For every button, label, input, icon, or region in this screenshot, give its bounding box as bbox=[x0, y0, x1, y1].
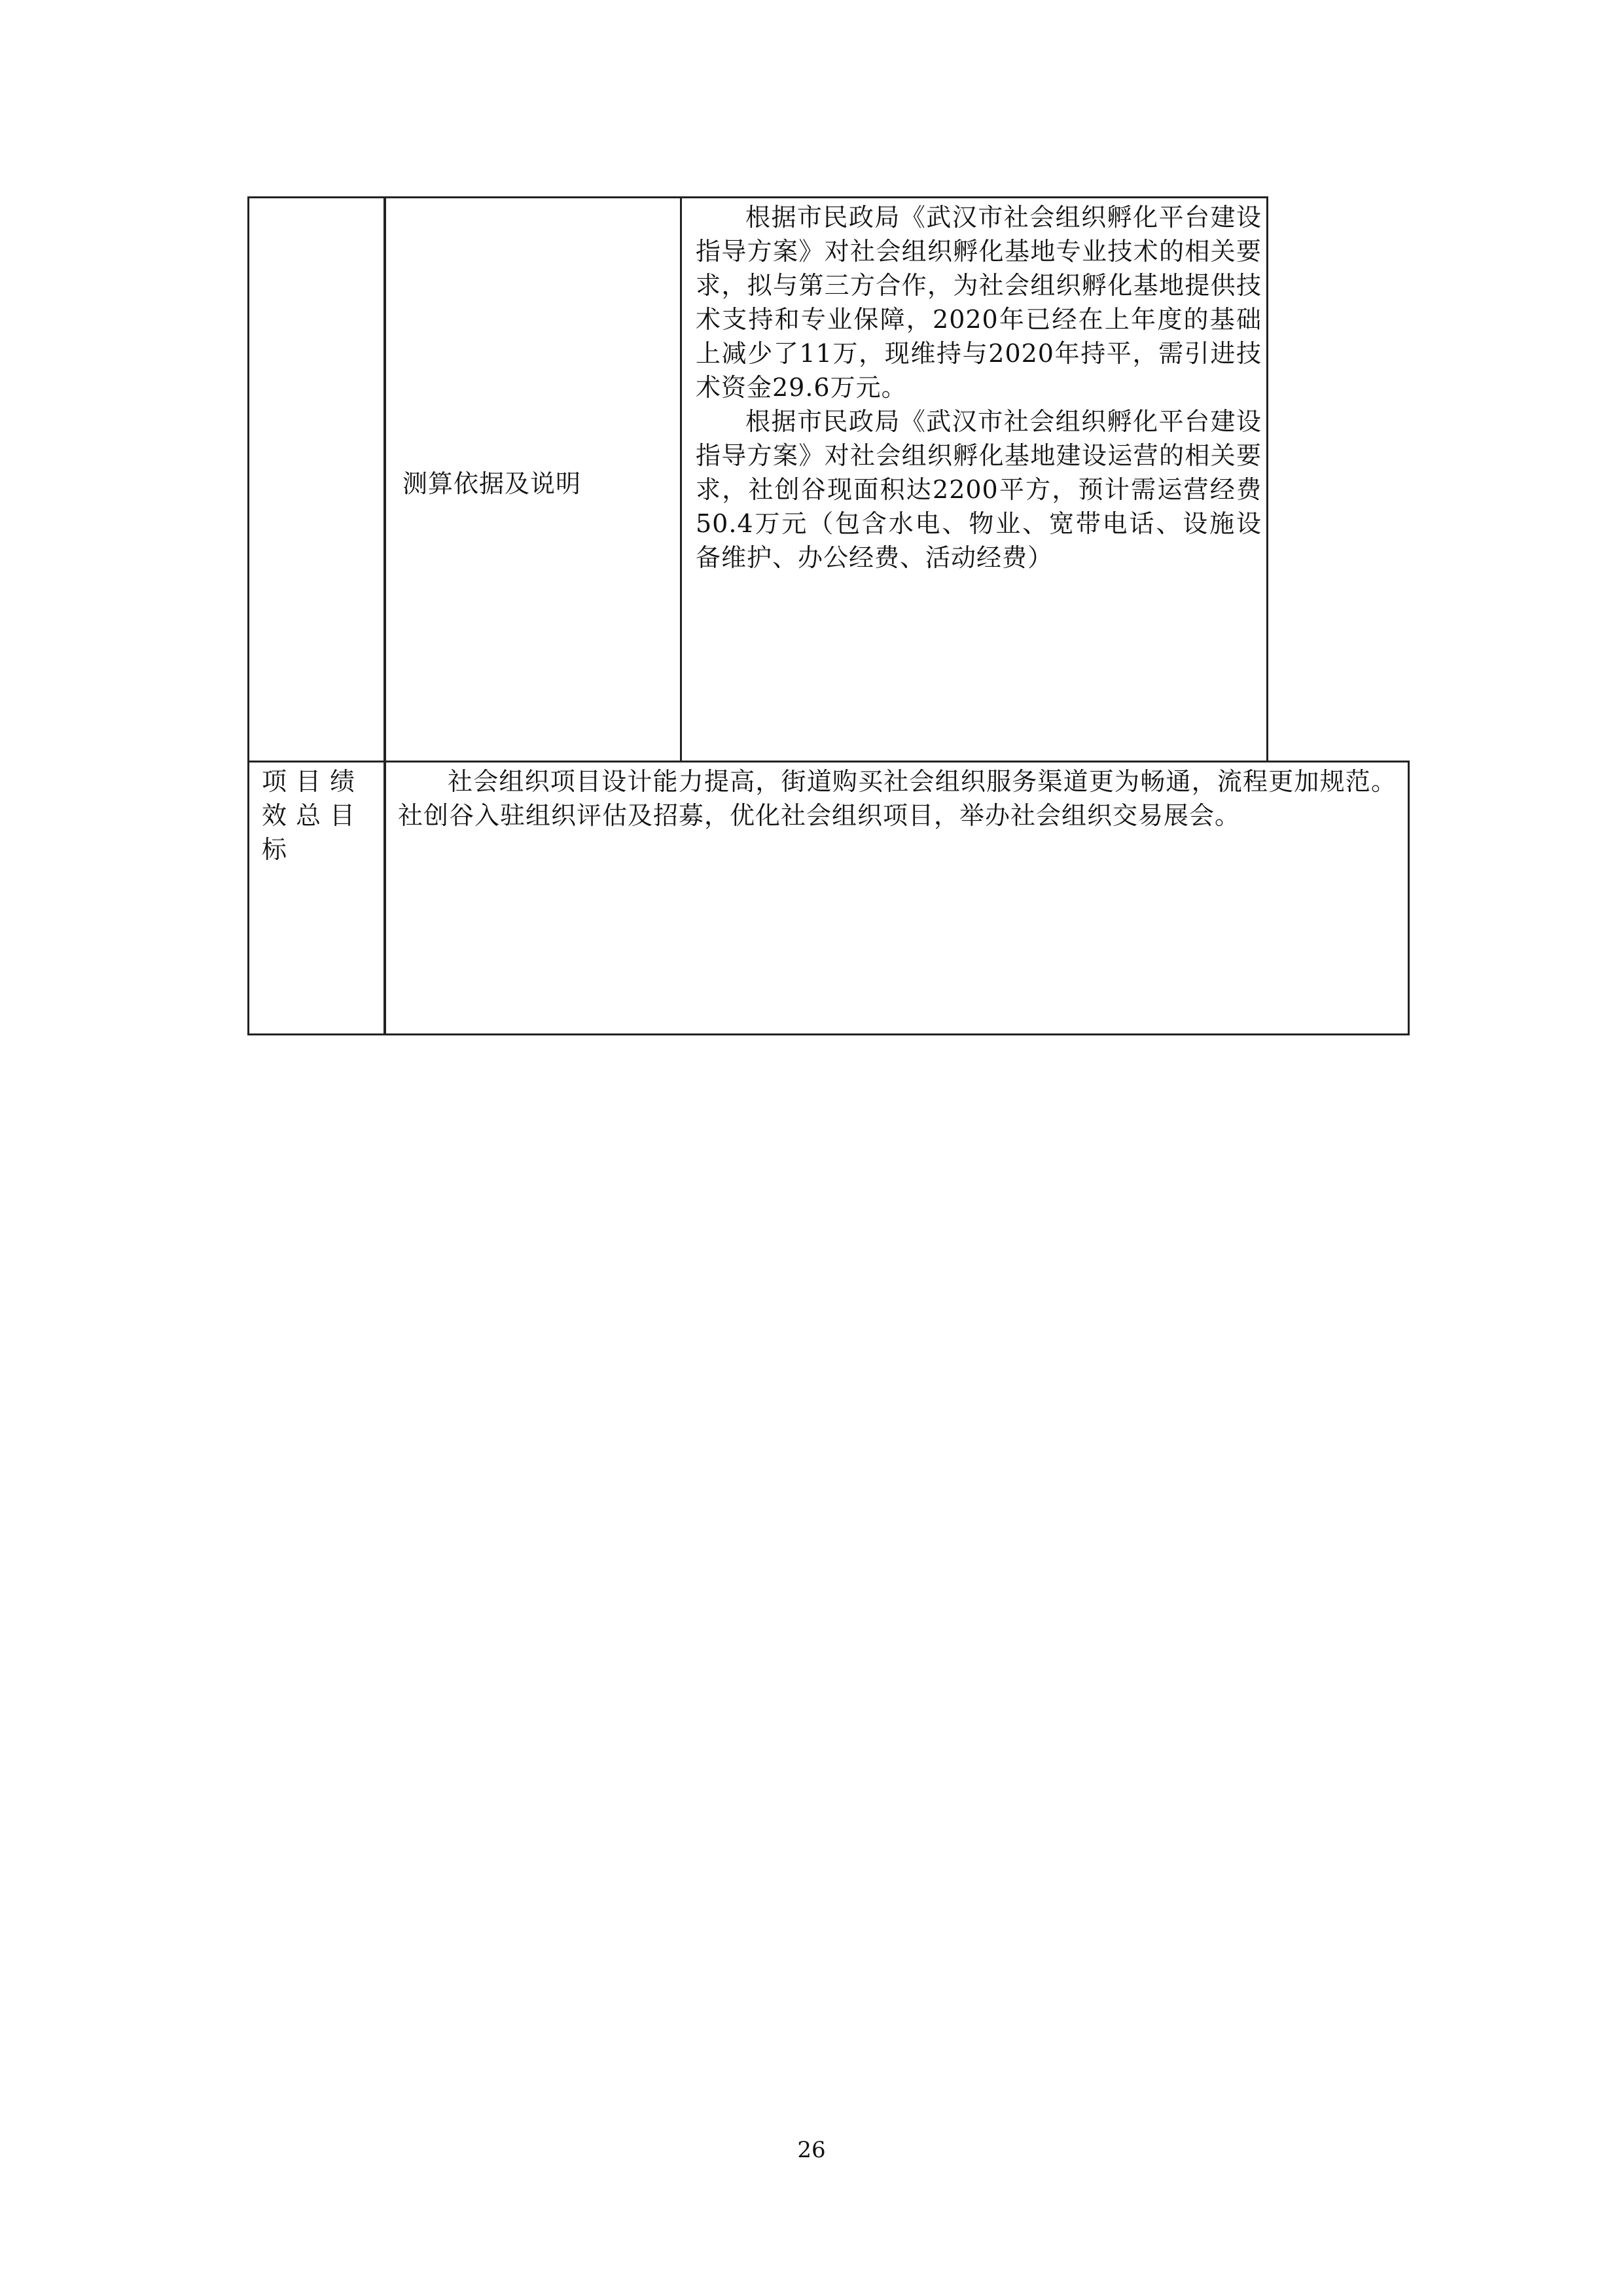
basis-paragraph-2: 根据市民政局《武汉市社会组织孵化平台建设指导方案》对社会组织孵化基地建设运营的相关要求，社创谷现面积达2200平方，预计需运营经费50.4万元（包含水电、物业、宽带电话、设施设备维护、办公经费、活动经费） bbox=[696, 407, 1262, 572]
goal-label: 项目绩效总目标 bbox=[262, 767, 365, 864]
page-number: 26 bbox=[797, 2137, 826, 2163]
table-border-top bbox=[247, 196, 1267, 198]
goal-content bbox=[398, 764, 1397, 833]
basis-content bbox=[696, 200, 1262, 575]
table-border-left bbox=[247, 196, 249, 1035]
table-row-separator bbox=[247, 761, 1410, 762]
basis-label: 测算依据及说明 bbox=[402, 469, 582, 498]
table-border-right-lower bbox=[1408, 761, 1410, 1035]
goal-paragraph: 社会组织项目设计能力提高，街道购买社会组织服务渠道更为畅通，流程更加规范。社创谷入驻组织评估及招募，优化社会组织项目，举办社会组织交易展会。 bbox=[398, 767, 1397, 830]
table-divider-1 bbox=[383, 196, 386, 1035]
basis-paragraph-1: 根据市民政局《武汉市社会组织孵化平台建设指导方案》对社会组织孵化基地专业技术的相关要求，拟与第三方合作，为社会组织孵化基地提供技术支持和专业保障，2020年已经在上年度的基础上减少了11万，现维持与2020年持平，需引进技术资金29.6万元。 bbox=[696, 203, 1262, 402]
table-divider-2 bbox=[680, 196, 682, 762]
table-border-right-upper bbox=[1266, 196, 1268, 762]
table-border-bottom bbox=[247, 1033, 1410, 1035]
